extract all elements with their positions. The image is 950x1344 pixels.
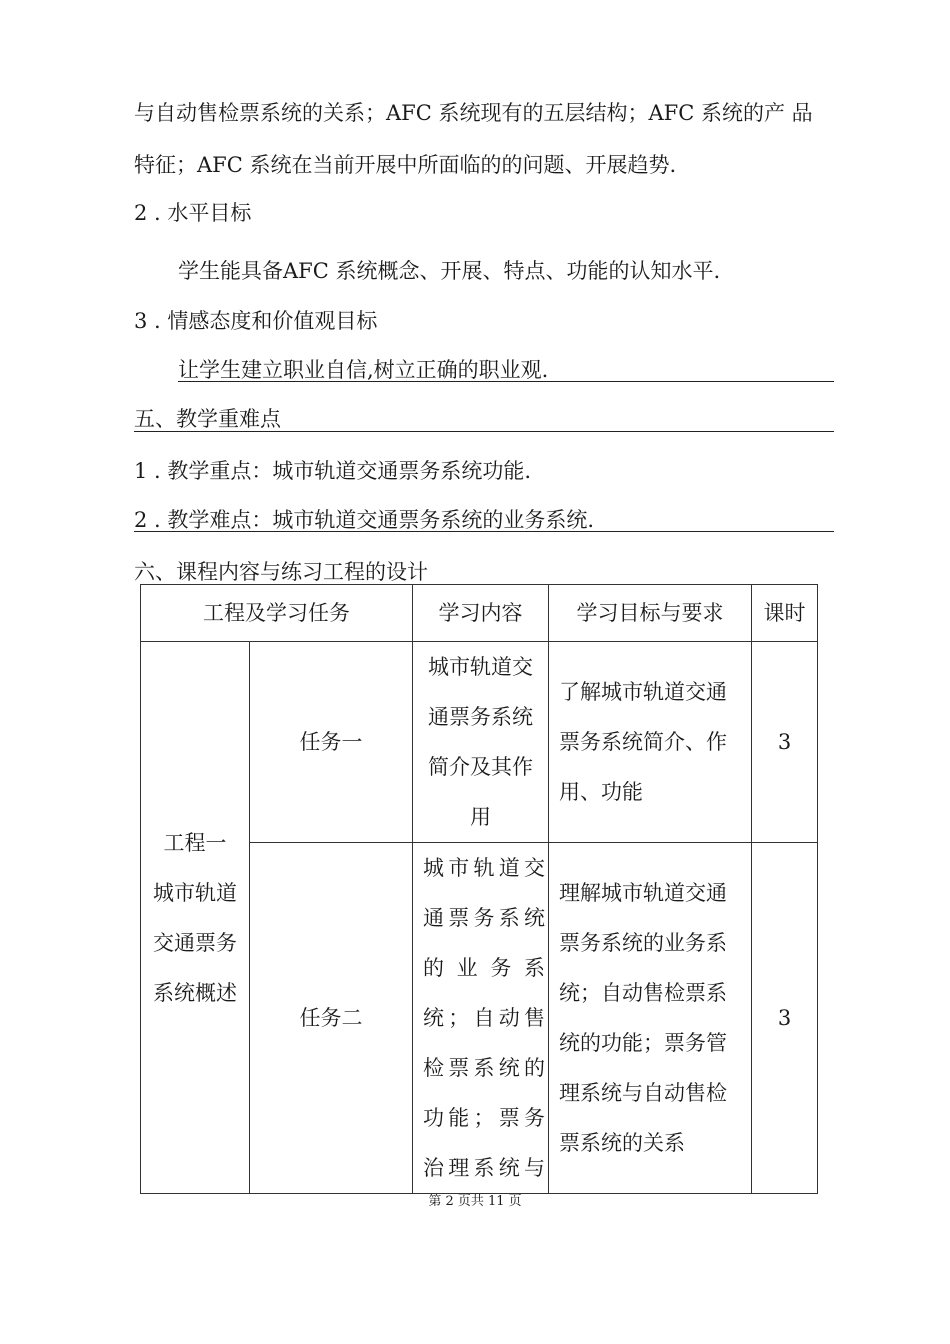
section-heading-ability: 2 . 水平目标 [134, 201, 252, 225]
divider [178, 381, 834, 382]
table-row [141, 642, 818, 843]
header-project-task: 工程及学习任务 [141, 585, 413, 642]
emotion-text: 让学生建立职业自信,树立正确的职业观. [178, 358, 549, 382]
paragraph-line: 特征；AFC 系统在当前开展中所面临的的问题、开展趋势. [134, 153, 677, 177]
task-cell: 任务一 [250, 642, 413, 843]
divider [134, 531, 834, 532]
content-cell: 城市轨道交 通票务系统 简介及其作 用 [413, 642, 549, 843]
header-content: 学习内容 [413, 585, 549, 642]
key-point-text: 1 . 教学重点：城市轨道交通票务系统功能. [134, 459, 532, 483]
divider [134, 431, 834, 432]
section-heading-key-points: 五、教学重难点 [134, 407, 281, 431]
difficult-point-text: 2 . 教学难点：城市轨道交通票务系统的业务系统. [134, 508, 595, 532]
ability-text: 学生能具备AFC 系统概念、开展、特点、功能的认知水平. [178, 259, 721, 283]
section-heading-emotion: 3 . 情感态度和价值观目标 [134, 309, 378, 333]
hours-cell: 3 [752, 843, 818, 1194]
table-header-row [141, 585, 818, 642]
hours-cell: 3 [752, 642, 818, 843]
page-footer: 第 2 页共 11 页 [428, 1194, 522, 1209]
header-hours: 课时 [752, 585, 818, 642]
project-cell: 工程一 城市轨道 交通票务 系统概述 [141, 642, 250, 1194]
section-heading-course: 六、课程内容与练习工程的设计 [134, 560, 428, 584]
task-cell: 任务二 [250, 843, 413, 1194]
paragraph-line: 与自动售检票系统的关系；AFC 系统现有的五层结构；AFC 系统的产 品 [134, 101, 813, 125]
header-goal: 学习目标与要求 [549, 585, 752, 642]
goal-cell: 了解城市轨道交通 票务系统简介、作 用、功能 [549, 642, 752, 843]
content-cell: 城市轨道交 通票务系统 的业务系 统；自动售 检票系统的 功能；票务 治理系统与 [413, 843, 549, 1194]
course-table [140, 584, 818, 1194]
goal-cell: 理解城市轨道交通 票务系统的业务系 统；自动售检票系 统的功能；票务管 理系统与自动售检 票系统的关系 [549, 843, 752, 1194]
